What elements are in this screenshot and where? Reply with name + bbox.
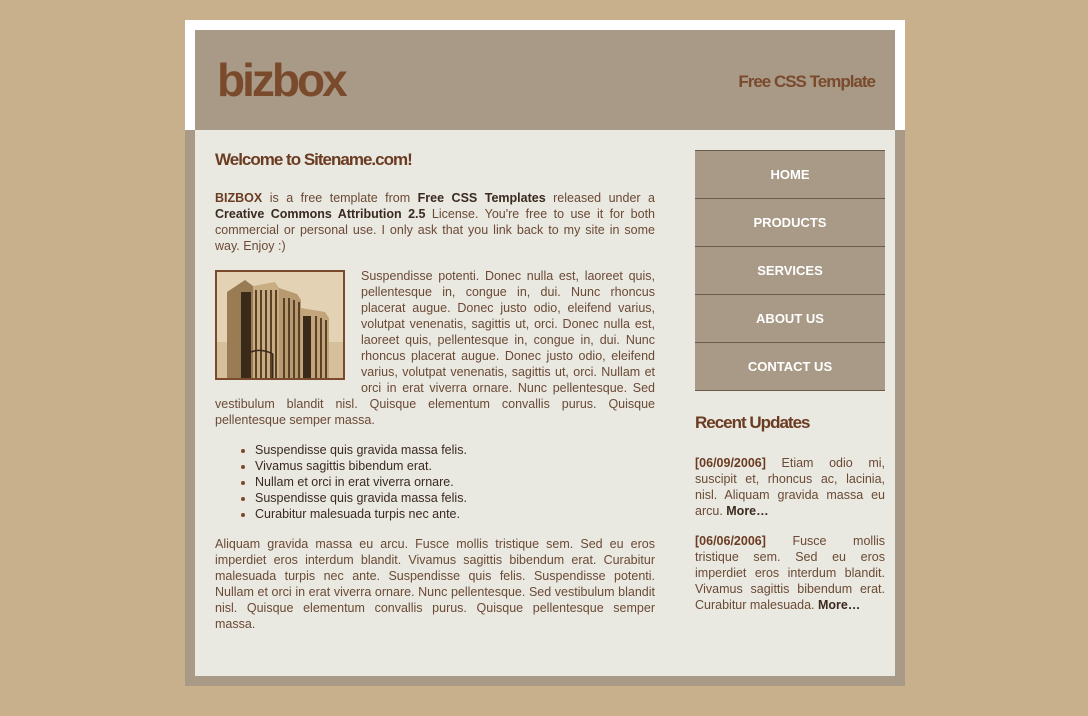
- update-item: [695, 455, 885, 519]
- intro-paragraph: [215, 190, 655, 254]
- free-css-templates-link[interactable]: Free CSS Templates: [417, 191, 546, 205]
- intro-text-3: License. You're free to use it for both commercial or personal use. I only ask that you link back to my site in some way. Enjoy :): [215, 207, 656, 253]
- header: [195, 30, 895, 130]
- list-item: • Suspendisse quis gravida massa felis.: [255, 490, 655, 506]
- list-item: • Curabitur malesuada turpis nec ante.: [255, 506, 655, 522]
- body-paragraph-3: Aliquam gravida massa eu arcu. Fusce mollis tristique sem. Sed eu eros imperdiet eros interdum blandit. Vivamus sagittis bibendum erat. Curabitur malesuada turpis nec ante. Suspendisse quis felis. Suspendisse potenti. Nullam et orci in erat viverra ornare. Nunc pellentesque. Sed vestibulum blandit nisl. Quisque elementum convallis purus. Quisque pellentesque semper massa.: [215, 537, 655, 631]
- nav-item-about-us[interactable]: ABOUT US: [695, 295, 885, 343]
- sidebar: [695, 150, 885, 627]
- more-link[interactable]: More…: [726, 504, 769, 518]
- update-text: Etiam odio mi, suscipit et, rhoncus ac, lacinia, nisl. Aliquam gravida massa eu arcu.: [695, 456, 885, 518]
- list-item: • Vivamus sagittis bibendum erat.: [255, 458, 655, 474]
- update-text: Fusce mollis tristique sem. Sed eu eros imperdiet eros interdum blandit. Vivamus sagittis bibendum erat. Curabitur malesuada.: [695, 534, 885, 612]
- bullet-list: [215, 442, 655, 522]
- list-item: • Suspendisse quis gravida massa felis.: [255, 442, 655, 458]
- intro-text-1: is a free template from: [262, 191, 418, 205]
- nav-item-contact-us[interactable]: CONTACT US: [695, 343, 885, 391]
- site-logo[interactable]: bizbox: [217, 54, 345, 106]
- content-area: [195, 130, 895, 676]
- site-tagline: Free CSS Template: [738, 72, 875, 91]
- update-item: [695, 533, 885, 613]
- main-nav: [695, 150, 885, 391]
- body-paragraph-2: Suspendisse potenti. Donec nulla est, laoreet quis, pellentesque in, congue in, dui. Nunc rhoncus placerat augue. Donec justo odio, eleifend varius, volutpat venenatis, sagittis ut, orci. Donec nulla est, laoreet quis, pellentesque in, congue in, dui. Nunc rhoncus placerat augue. Donec justo odio, eleifend varius, volutpat venenatis, sagittis ut, orci. Nullam et orci in erat viverra ornare. Nunc pellentesque. Sed vestibulum blandit nisl. Quisque elementum convallis purus. Quisque pellentesque semper massa.: [215, 269, 655, 427]
- building-image: [217, 272, 343, 378]
- nav-item-services[interactable]: SERVICES: [695, 247, 885, 295]
- update-date: [06/09/2006]: [695, 456, 766, 470]
- main-column: [215, 152, 655, 646]
- list-item: • Nullam et orci in erat viverra ornare.: [255, 474, 655, 490]
- brand-name: BIZBOX: [215, 191, 263, 205]
- recent-updates-heading: Recent Updates: [695, 413, 810, 432]
- building-photo: [215, 270, 345, 380]
- page-title: Welcome to Sitename.com!: [215, 150, 412, 169]
- nav-item-home[interactable]: HOME: [695, 151, 885, 199]
- nav-item-products[interactable]: PRODUCTS: [695, 199, 885, 247]
- update-date: [06/06/2006]: [695, 534, 766, 548]
- more-link[interactable]: More…: [817, 598, 861, 612]
- intro-text-2: released under a: [545, 191, 656, 205]
- creative-commons-link[interactable]: Creative Commons Attribution 2.5: [215, 207, 426, 221]
